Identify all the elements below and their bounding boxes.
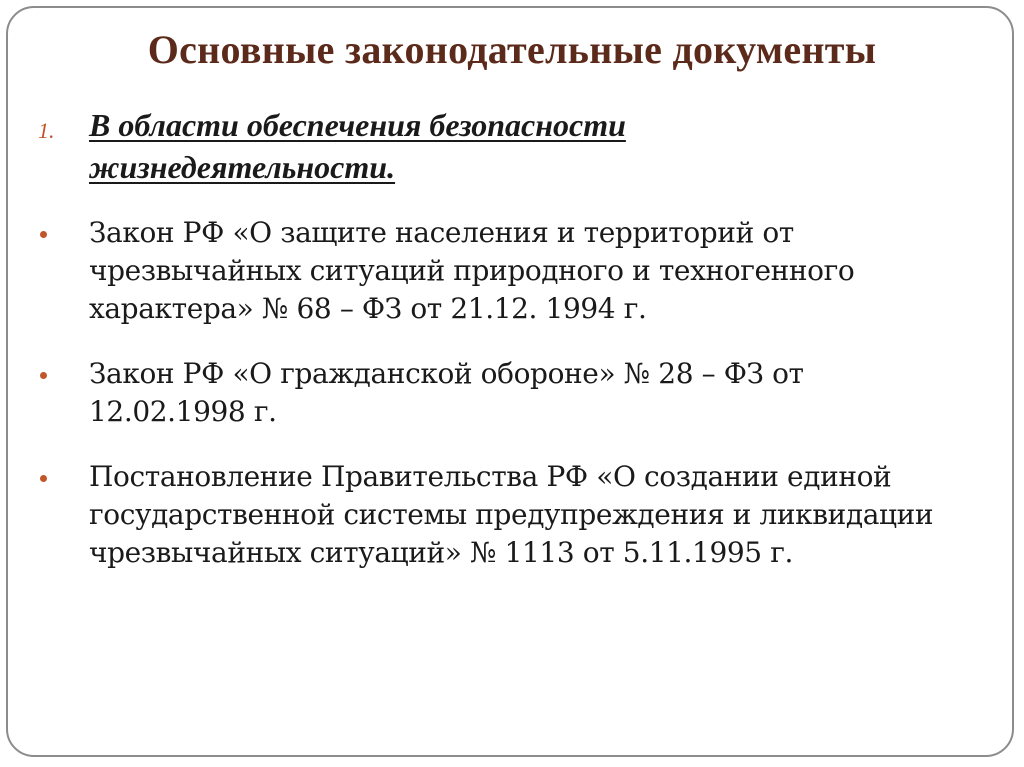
bullet-dot-icon	[40, 372, 47, 379]
bullet-line: государственной системы предупреждения и ликвидации	[89, 498, 934, 531]
list-number: 1.	[38, 118, 55, 143]
bullet-line: Закон РФ «О гражданской обороне» № 28 – ФЗ от	[89, 357, 804, 390]
bullet-dot-icon	[40, 231, 47, 238]
numbered-item	[34, 104, 1009, 188]
bullet-line: 12.02.1998 г.	[89, 395, 277, 428]
bullet-dot-icon	[40, 475, 47, 482]
section-heading-line-1: В области обеспечения безопасности	[89, 107, 626, 143]
bullet-line: Закон РФ «О защите населения и территорий от	[89, 216, 794, 249]
bullet-item-resolution-1113	[34, 458, 1009, 572]
bullet-line: характера» № 68 – ФЗ от 21.12. 1994 г.	[89, 292, 647, 325]
bullet-text	[89, 214, 1009, 328]
bullet-text	[89, 355, 1009, 431]
section-heading-line-2: жизнедеятельности.	[89, 149, 396, 185]
section-heading	[89, 104, 1009, 188]
bullet-line: чрезвычайных ситуаций» № 1113 от 5.11.1995 г.	[89, 536, 793, 569]
bullet-line: Постановление Правительства РФ «О создании единой	[89, 460, 892, 493]
slide-title: Основные законодательные документы	[147, 27, 877, 72]
bullet-item-law-68	[34, 214, 1009, 328]
bullet-item-law-28	[34, 355, 1009, 431]
bullet-line: чрезвычайных ситуаций природного и техногенного	[89, 254, 855, 287]
bullet-text	[89, 458, 1009, 572]
slide-content	[34, 104, 1009, 599]
